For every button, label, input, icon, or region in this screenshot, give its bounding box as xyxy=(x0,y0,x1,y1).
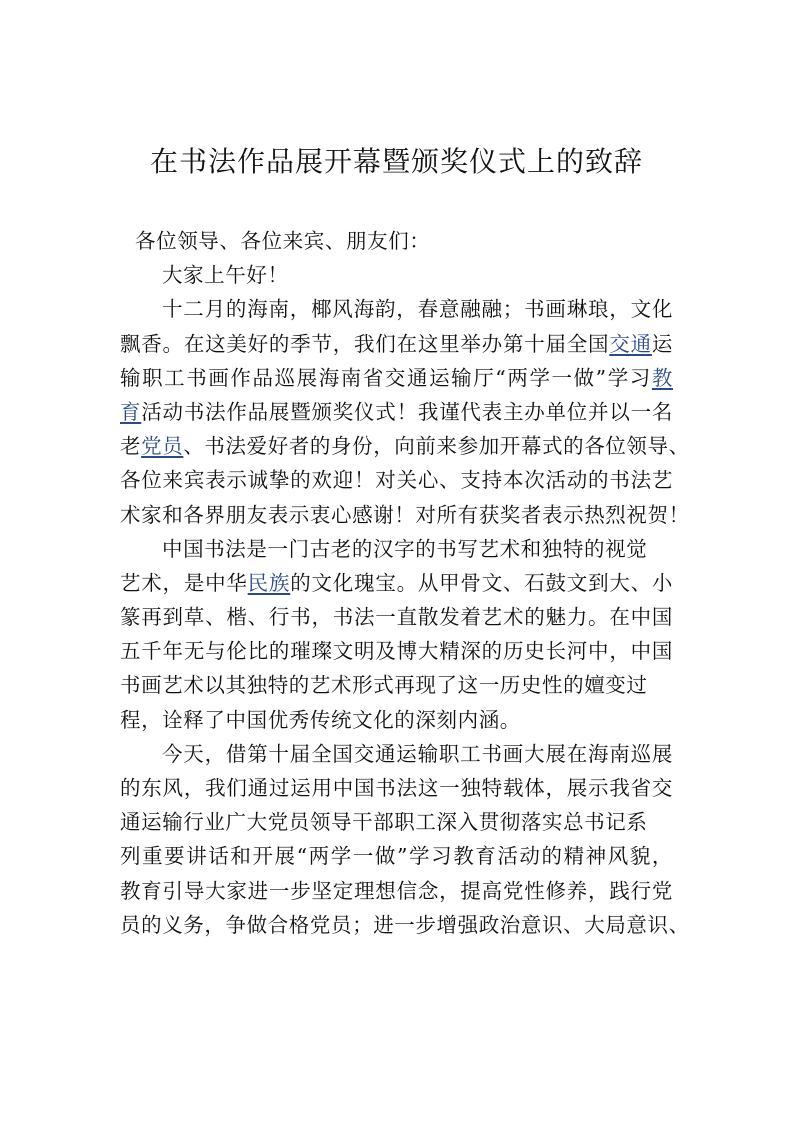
text-segment: 的文化瑰宝。从甲骨文、石鼓文到大、小 xyxy=(290,570,673,595)
keyword-link[interactable]: 党员 xyxy=(141,434,184,459)
text-line xyxy=(120,395,673,429)
text-segment: 各位领导、各位来宾、朋友们： xyxy=(135,229,431,253)
text-segment: 大家上午好！ xyxy=(162,263,289,288)
text-segment: 通运输行业广大党员领导干部职工深入贯彻落实总书记系 xyxy=(120,810,648,835)
keyword-link[interactable]: 民族 xyxy=(247,570,291,595)
text-line xyxy=(120,429,690,463)
text-segment: 飘香。在这美好的季节，我们在这里举办第十届全国 xyxy=(120,331,610,356)
text-line xyxy=(120,737,673,771)
text-line xyxy=(120,600,673,634)
text-segment: 中国书法是一门古老的汉字的书写艺术和独特的视觉 xyxy=(162,536,648,561)
text-segment: 活动书法作品展暨颁奖仪式！我谨代表主办单位并以一名 xyxy=(141,399,673,424)
text-line xyxy=(120,566,673,600)
text-segment: 列重要讲话和开展“两学一做”学习教育活动的精神风貌， xyxy=(120,844,673,869)
text-line xyxy=(120,224,673,258)
text-segment: 今天，借第十届全国交通运输职工书画大展在海南巡展 xyxy=(162,741,673,766)
text-segment: 员的义务，争做合格党员；进一步增强政治意识、大局意识、 xyxy=(120,912,690,937)
text-line xyxy=(120,634,673,668)
text-line xyxy=(120,463,673,497)
document-body xyxy=(120,224,690,942)
keyword-link[interactable]: 育 xyxy=(120,399,142,424)
text-line xyxy=(120,498,690,532)
text-segment: 教育引导大家进一步坚定理想信念，提高党性修养，践行党 xyxy=(120,878,673,903)
text-line xyxy=(120,327,673,361)
document-title: 在书法作品展开幕暨颁奖仪式上的致辞 xyxy=(149,145,643,178)
text-line xyxy=(120,703,673,737)
text-line xyxy=(120,292,673,326)
text-segment: 书画艺术以其独特的艺术形式再现了这一历史性的嬗变过 xyxy=(120,673,648,698)
text-segment: 程，诠释了中国优秀传统文化的深刻内涵。 xyxy=(120,707,521,732)
text-line xyxy=(120,839,673,873)
text-line xyxy=(120,874,673,908)
text-segment: 艺术，是中华 xyxy=(120,570,248,595)
text-segment: 老 xyxy=(120,434,142,459)
text-line xyxy=(120,668,673,702)
text-segment: 五千年无与伦比的璀璨文明及博大精深的历史长河中，中国 xyxy=(120,639,673,664)
text-line xyxy=(120,361,673,395)
text-segment: 十二月的海南，椰风海韵，春意融融；书画琳琅，文化 xyxy=(162,297,673,322)
keyword-link[interactable]: 交通 xyxy=(609,331,652,356)
text-line xyxy=(120,771,673,805)
text-segment: 运 xyxy=(651,331,673,356)
text-segment: 各位来宾表示诚挚的欢迎！对关心、支持本次活动的书法艺 xyxy=(120,468,673,493)
text-segment: 篆再到草、楷、行书，书法一直散发着艺术的魅力。在中国 xyxy=(120,605,673,630)
keyword-link[interactable]: 教 xyxy=(651,365,673,390)
text-segment: 术家和各界朋友表示衷心感谢！对所有获奖者表示热烈祝贺！ xyxy=(120,502,690,527)
text-line xyxy=(120,258,673,292)
text-segment: 输职工书画作品巡展海南省交通运输厅“两学一做”学习 xyxy=(120,365,652,390)
text-segment: 的东风，我们通过运用中国书法这一独特载体，展示我省交 xyxy=(120,776,673,800)
text-line xyxy=(120,908,690,942)
text-line xyxy=(120,532,673,566)
text-segment: 、书法爱好者的身份，向前来参加开幕式的各位领导、 xyxy=(183,434,690,459)
text-line xyxy=(120,805,673,839)
